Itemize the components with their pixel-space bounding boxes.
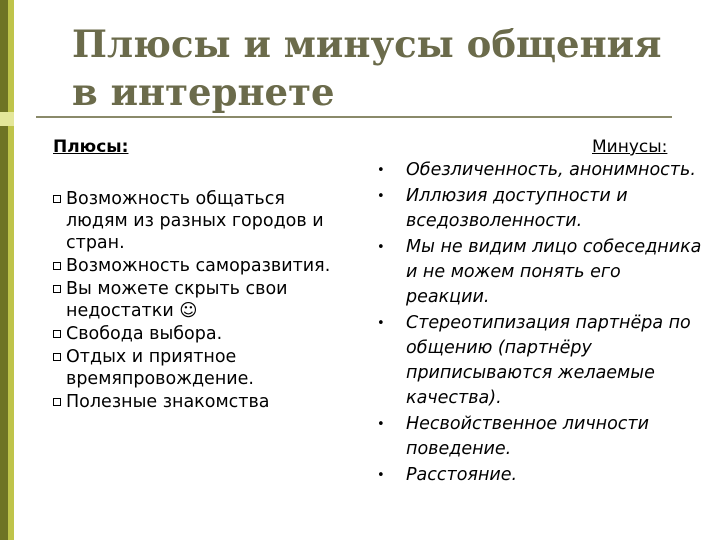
plus-item-text: Возможность общаться людям из разных городов и стран. bbox=[66, 189, 324, 253]
dot-bullet-icon: • bbox=[377, 163, 385, 178]
minus-item-text: Иллюзия доступности и вседозволенности. bbox=[406, 186, 628, 231]
minus-list-item bbox=[375, 158, 705, 183]
plus-item-text: Отдых и приятное времяпровождение. bbox=[66, 347, 254, 389]
square-bullet-icon bbox=[53, 398, 61, 406]
minus-item-text: Стереотипизация партнёра по общению (партнёру приписываются желаемые качества). bbox=[406, 313, 691, 408]
minus-item-text: Мы не видим лицо собеседника и не можем понять его реакции. bbox=[406, 237, 702, 307]
plus-list-item bbox=[51, 346, 351, 390]
left-accent-bar-light bbox=[8, 0, 14, 540]
title-underline-rule bbox=[36, 116, 672, 118]
plus-item-text: Свобода выбора. bbox=[66, 324, 223, 344]
square-bullet-icon bbox=[53, 330, 61, 338]
plus-item-text: Возможность саморазвития. bbox=[66, 256, 331, 276]
plus-list bbox=[51, 188, 351, 414]
minus-list-item bbox=[375, 235, 705, 310]
dot-bullet-icon: • bbox=[377, 240, 385, 255]
minus-list-item bbox=[375, 311, 705, 411]
square-bullet-icon bbox=[53, 353, 61, 361]
square-bullet-icon bbox=[53, 285, 61, 293]
dot-bullet-icon: • bbox=[377, 417, 385, 432]
plus-list-item bbox=[51, 188, 351, 254]
minus-list-item bbox=[375, 463, 705, 488]
plus-list-item bbox=[51, 391, 351, 413]
plus-list-item bbox=[51, 255, 351, 277]
minus-list-item bbox=[375, 412, 705, 462]
plus-item-text: Полезные знакомства bbox=[66, 392, 270, 412]
dot-bullet-icon: • bbox=[377, 468, 385, 483]
minus-item-text: Несвойственное личности поведение. bbox=[406, 414, 649, 459]
left-accent-bar-dark bbox=[0, 0, 8, 540]
plus-list-item bbox=[51, 278, 351, 322]
minus-list bbox=[375, 158, 705, 489]
minus-item-text: Расстояние. bbox=[406, 465, 518, 485]
slide-title: Плюсы и минусы общения в интернете bbox=[72, 22, 662, 114]
dot-bullet-icon: • bbox=[377, 189, 385, 204]
minus-item-text: Обезличенность, анонимность. bbox=[406, 160, 696, 180]
minus-list-item bbox=[375, 184, 705, 234]
plus-heading: Плюсы: bbox=[53, 137, 129, 157]
plus-list-item bbox=[51, 323, 351, 345]
dot-bullet-icon: • bbox=[377, 316, 385, 331]
minus-heading: Минусы: bbox=[592, 137, 668, 157]
plus-item-text: Вы можете скрыть свои недостатки ☺ bbox=[66, 279, 288, 321]
left-accent-square bbox=[0, 112, 14, 126]
square-bullet-icon bbox=[53, 195, 61, 203]
square-bullet-icon bbox=[53, 262, 61, 270]
